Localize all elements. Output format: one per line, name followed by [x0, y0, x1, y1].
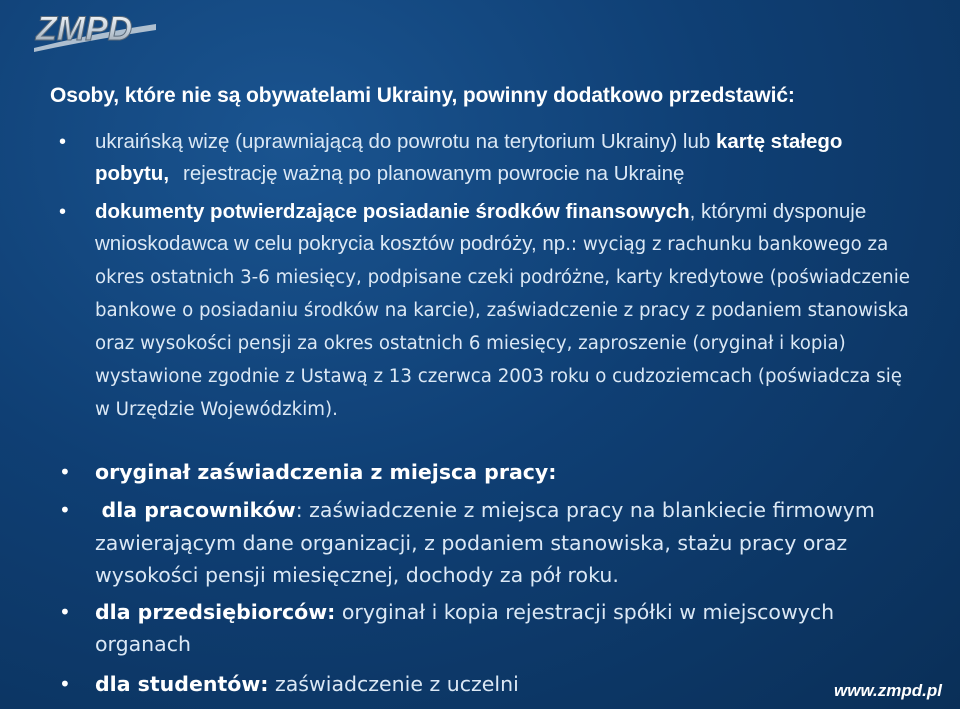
bullet-text: , którymi dysponuje wnioskodawca w celu pokrycia kosztów podróży, np. [95, 200, 867, 255]
bullet-text: rejestrację ważną po planowanym powrocie na Ukrainę [183, 162, 685, 185]
list-item [95, 196, 915, 426]
list-item [95, 456, 915, 488]
bullet-text: zaświadczenie z uczelni [268, 672, 519, 696]
bullet-emphasis: kartę stałego pobytu, [95, 130, 843, 185]
list-item [95, 596, 915, 660]
bullet-emphasis: dokumenty potwierdzające posiadanie środków finansowych [95, 200, 690, 223]
bullet-emphasis: dla pracowników [101, 498, 296, 522]
list-item [95, 668, 915, 700]
bullet-emphasis: oryginał zaświadczenia z miejsca pracy: [95, 460, 557, 484]
list-item [95, 494, 915, 592]
bullet-text: : wyciąg z rachunku bankowego za okres ostatnich 3-6 miesięcy, podpisane czeki podróżne, karty kredytowe (poświadczenie bankowe o posiadaniu środków na karcie), zaświadczenie z pracy z podaniem stanowiska oraz wysokości pensji za okres ostatnich 6 miesięcy, zaproszenie (oryginał i kopia) wystawione zgodnie z Ustawą z 13 czerwca 2003 roku o cudzoziemcach (poświadcza się w Urzędzie Wojewódzkim). [95, 234, 910, 420]
slide-title: Osoby, które nie są obywatelami Ukrainy, powinny dodatkowo przedstawić: [50, 84, 795, 107]
bullet-emphasis: dla przedsiębiorców: [95, 600, 336, 624]
bullet-text: oryginał i kopia rejestracji spółki w miejscowych organach [95, 600, 835, 656]
logo-text: ZMPD [36, 10, 133, 48]
bullet-text: : zaświadczenie z miejsca pracy na blankiecie firmowym zawierającym dane organizacji, z podaniem stanowiska, stażu pracy oraz wysokości pensji miesięcznej, dochody za pół roku. [95, 498, 875, 587]
footer-url[interactable]: www.zmpd.pl [834, 681, 942, 700]
list-item [95, 126, 915, 190]
bullet-emphasis: dla studentów: [95, 672, 269, 696]
bullet-text: ukraińską wizę (uprawniającą do powrotu na terytorium Ukrainy) lub [95, 130, 716, 153]
